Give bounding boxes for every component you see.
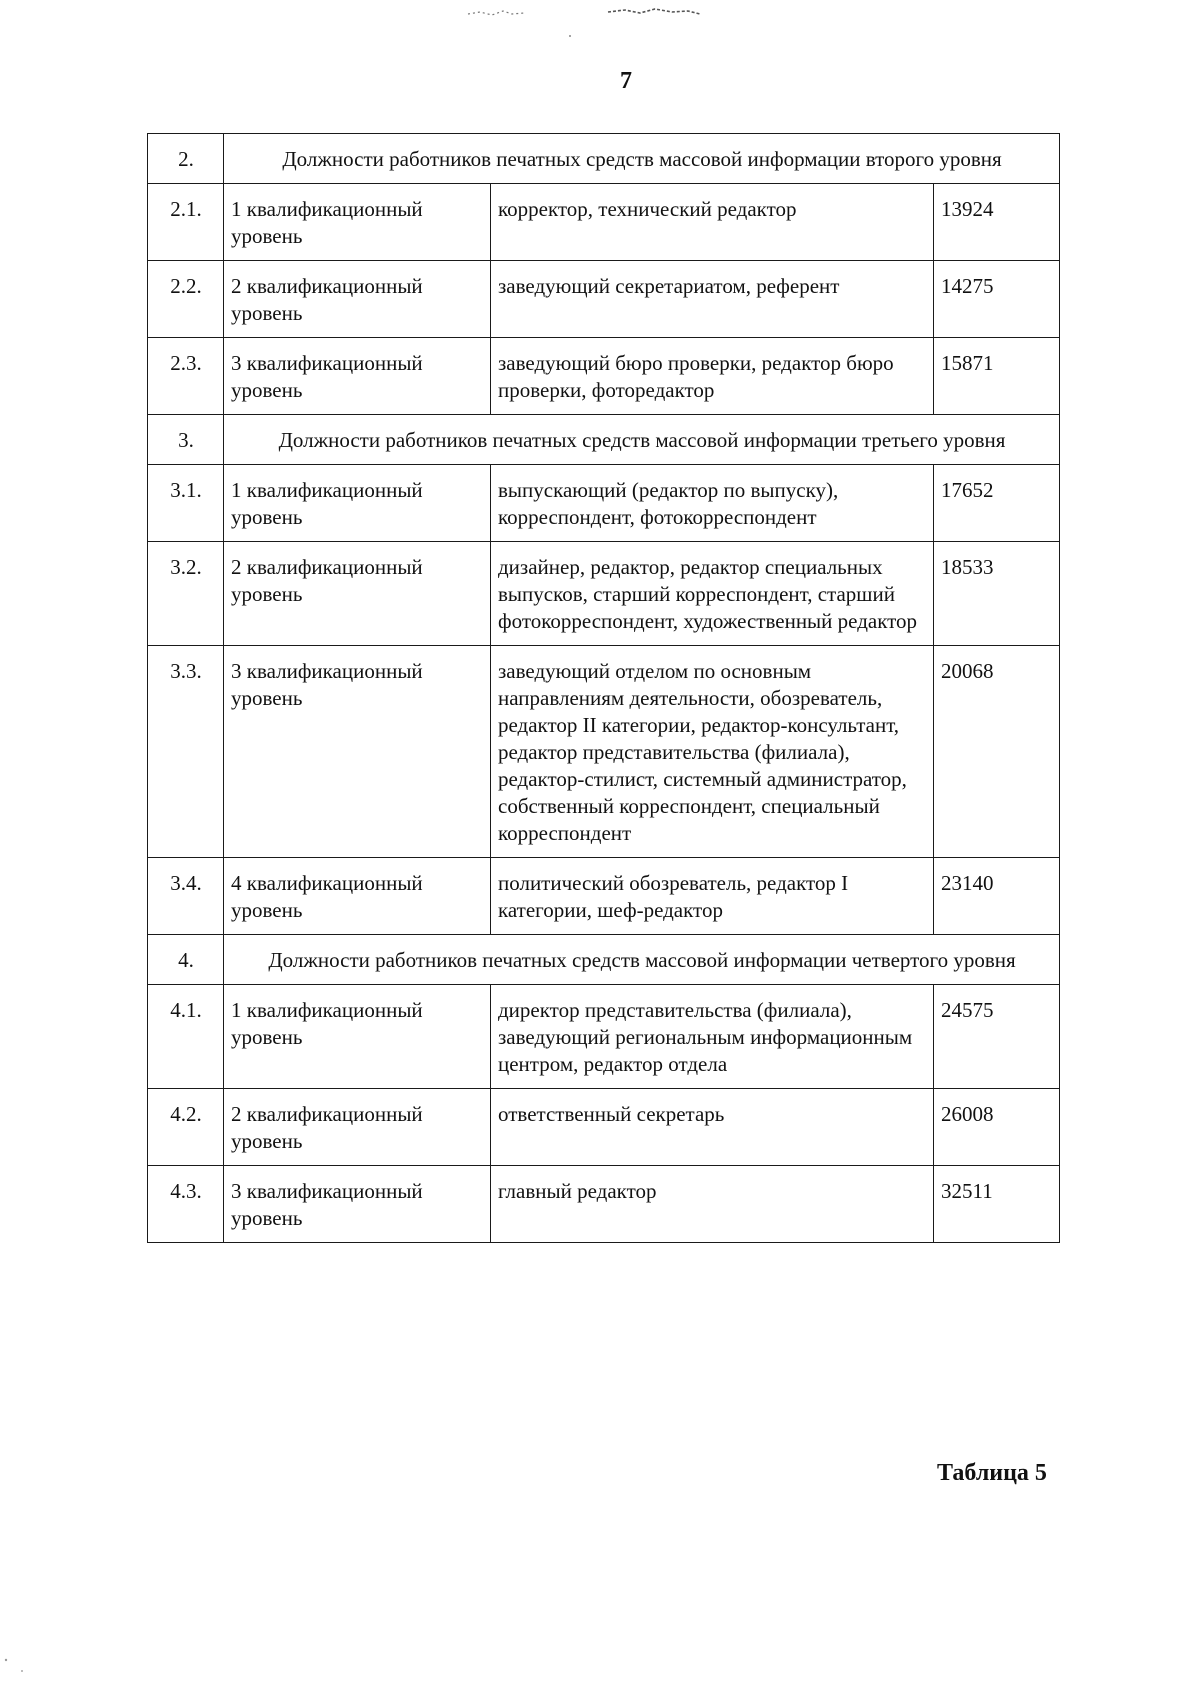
qualification-level: 2 квалификационный уровень [224, 1089, 491, 1166]
qualification-level: 3 квалификационный уровень [224, 1166, 491, 1243]
row-number: 3.3. [148, 646, 224, 858]
salary-value: 26008 [934, 1089, 1060, 1166]
row-number: 2.3. [148, 338, 224, 415]
row-number: 3.2. [148, 542, 224, 646]
salary-value: 23140 [934, 858, 1060, 935]
row-number: 3.1. [148, 465, 224, 542]
row-number: 3.4. [148, 858, 224, 935]
group-header-row [148, 415, 1060, 465]
group-number: 4. [148, 935, 224, 985]
group-number: 3. [148, 415, 224, 465]
table-row [148, 542, 1060, 646]
group-header-row [148, 134, 1060, 184]
positions-list: главный редактор [491, 1166, 934, 1243]
salary-table [147, 133, 1060, 1243]
salary-value: 14275 [934, 261, 1060, 338]
row-number: 2.1. [148, 184, 224, 261]
table-row [148, 985, 1060, 1089]
qualification-level: 3 квалификационный уровень [224, 646, 491, 858]
salary-value: 24575 [934, 985, 1060, 1089]
qualification-level: 4 квалификационный уровень [224, 858, 491, 935]
positions-list: заведующий секретариатом, референт [491, 261, 934, 338]
group-number: 2. [148, 134, 224, 184]
salary-value: 15871 [934, 338, 1060, 415]
table-row [148, 858, 1060, 935]
qualification-level: 2 квалификационный уровень [224, 261, 491, 338]
group-title: Должности работников печатных средств массовой информации второго уровня [224, 134, 1060, 184]
table-row [148, 184, 1060, 261]
positions-list: дизайнер, редактор, редактор специальных выпусков, старший корреспондент, старший фотокорреспондент, художественный редактор [491, 542, 934, 646]
qualification-level: 2 квалификационный уровень [224, 542, 491, 646]
table-row [148, 1166, 1060, 1243]
positions-list: заведующий отделом по основным направлениям деятельности, обозреватель, редактор II категории, редактор-консультант, редактор представительства (филиала), редактор-стилист, системный администратор, собственный корреспондент, специальный корреспондент [491, 646, 934, 858]
table-row [148, 261, 1060, 338]
salary-value: 17652 [934, 465, 1060, 542]
table-caption: Таблица 5 [937, 1460, 1047, 1486]
qualification-level: 1 квалификационный уровень [224, 465, 491, 542]
row-number: 4.2. [148, 1089, 224, 1166]
table-row [148, 338, 1060, 415]
row-number: 4.3. [148, 1166, 224, 1243]
group-title: Должности работников печатных средств массовой информации третьего уровня [224, 415, 1060, 465]
salary-value: 32511 [934, 1166, 1060, 1243]
positions-list: политический обозреватель, редактор I категории, шеф-редактор [491, 858, 934, 935]
row-number: 4.1. [148, 985, 224, 1089]
positions-list: директор представительства (филиала), заведующий региональным информационным центром, редактор отдела [491, 985, 934, 1089]
group-header-row [148, 935, 1060, 985]
qualification-level: 1 квалификационный уровень [224, 985, 491, 1089]
salary-value: 13924 [934, 184, 1060, 261]
qualification-level: 1 квалификационный уровень [224, 184, 491, 261]
positions-list: заведующий бюро проверки, редактор бюро проверки, фоторедактор [491, 338, 934, 415]
positions-list: выпускающий (редактор по выпуску), корреспондент, фотокорреспондент [491, 465, 934, 542]
table-row [148, 646, 1060, 858]
qualification-level: 3 квалификационный уровень [224, 338, 491, 415]
group-title: Должности работников печатных средств массовой информации четвертого уровня [224, 935, 1060, 985]
positions-list: ответственный секретарь [491, 1089, 934, 1166]
table-row [148, 1089, 1060, 1166]
row-number: 2.2. [148, 261, 224, 338]
positions-list: корректор, технический редактор [491, 184, 934, 261]
salary-value: 20068 [934, 646, 1060, 858]
salary-value: 18533 [934, 542, 1060, 646]
table-row [148, 465, 1060, 542]
page-number: 7 [620, 68, 632, 94]
